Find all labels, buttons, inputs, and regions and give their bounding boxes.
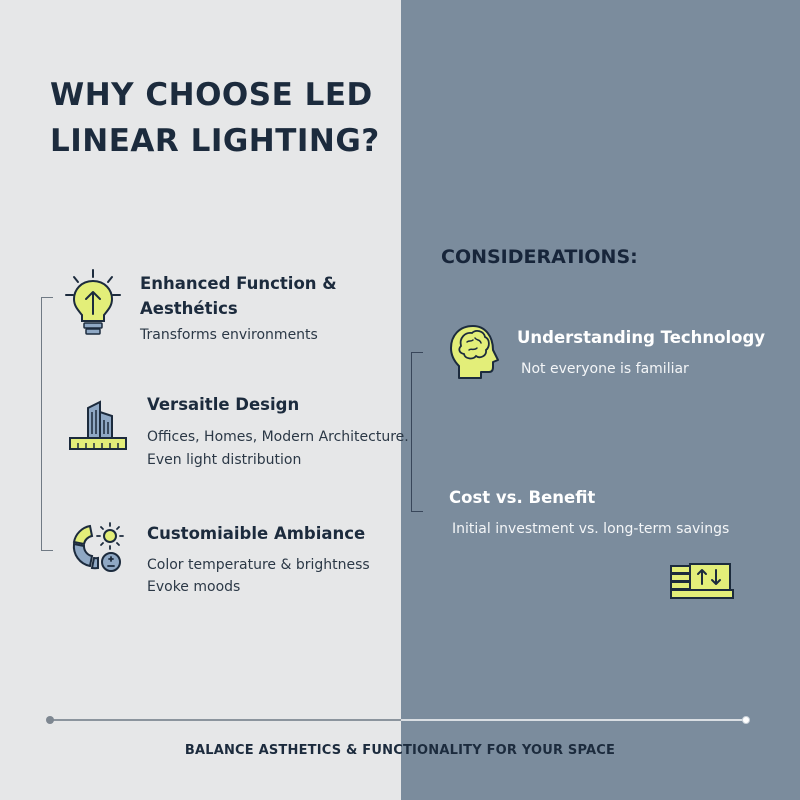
item-title-function-line2: Aesthétics bbox=[140, 299, 238, 318]
considerations-heading: CONSIDERATIONS: bbox=[441, 246, 638, 268]
item-desc-ambiance-line1: Color temperature & brightness bbox=[147, 557, 370, 573]
page-title: WHY CHOOSE LED LINEAR LIGHTING? bbox=[50, 77, 380, 159]
right-list-bracket bbox=[411, 352, 423, 512]
timeline-end-dot bbox=[742, 716, 750, 724]
right-item-title-cost: Cost vs. Benefit bbox=[449, 488, 596, 507]
timeline-start-dot bbox=[46, 716, 54, 724]
right-item-desc-technology: Not everyone is familiar bbox=[521, 361, 689, 377]
item-title-design: Versaitle Design bbox=[147, 395, 300, 414]
dial-sun-icon bbox=[68, 520, 126, 578]
item-desc-design-line2: Even light distribution bbox=[147, 452, 302, 468]
buildings-icon bbox=[66, 398, 130, 454]
lightbulb-icon bbox=[64, 268, 122, 338]
item-title-function-line1: Enhanced Function & bbox=[140, 274, 337, 293]
timeline-left-segment bbox=[50, 719, 401, 721]
brain-head-icon bbox=[447, 322, 505, 382]
right-item-desc-cost: Initial investment vs. long-term savings bbox=[452, 521, 730, 537]
footer-tagline: BALANCE ASTHETICS & FUNCTIONALITY FOR YOUR SPACE bbox=[184, 743, 616, 758]
money-stack-icon bbox=[668, 560, 738, 602]
right-item-title-technology: Understanding Technology bbox=[517, 328, 766, 347]
timeline-line bbox=[50, 719, 746, 721]
left-list-bracket bbox=[41, 297, 53, 551]
item-desc-function: Transforms environments bbox=[140, 327, 318, 343]
item-desc-design-line1: Offices, Homes, Modern Architecture. bbox=[147, 429, 409, 445]
timeline-right-segment bbox=[401, 719, 746, 721]
item-title-ambiance: Customiaible Ambiance bbox=[147, 524, 366, 543]
right-panel bbox=[401, 0, 800, 800]
item-desc-ambiance-line2: Evoke moods bbox=[147, 579, 241, 595]
